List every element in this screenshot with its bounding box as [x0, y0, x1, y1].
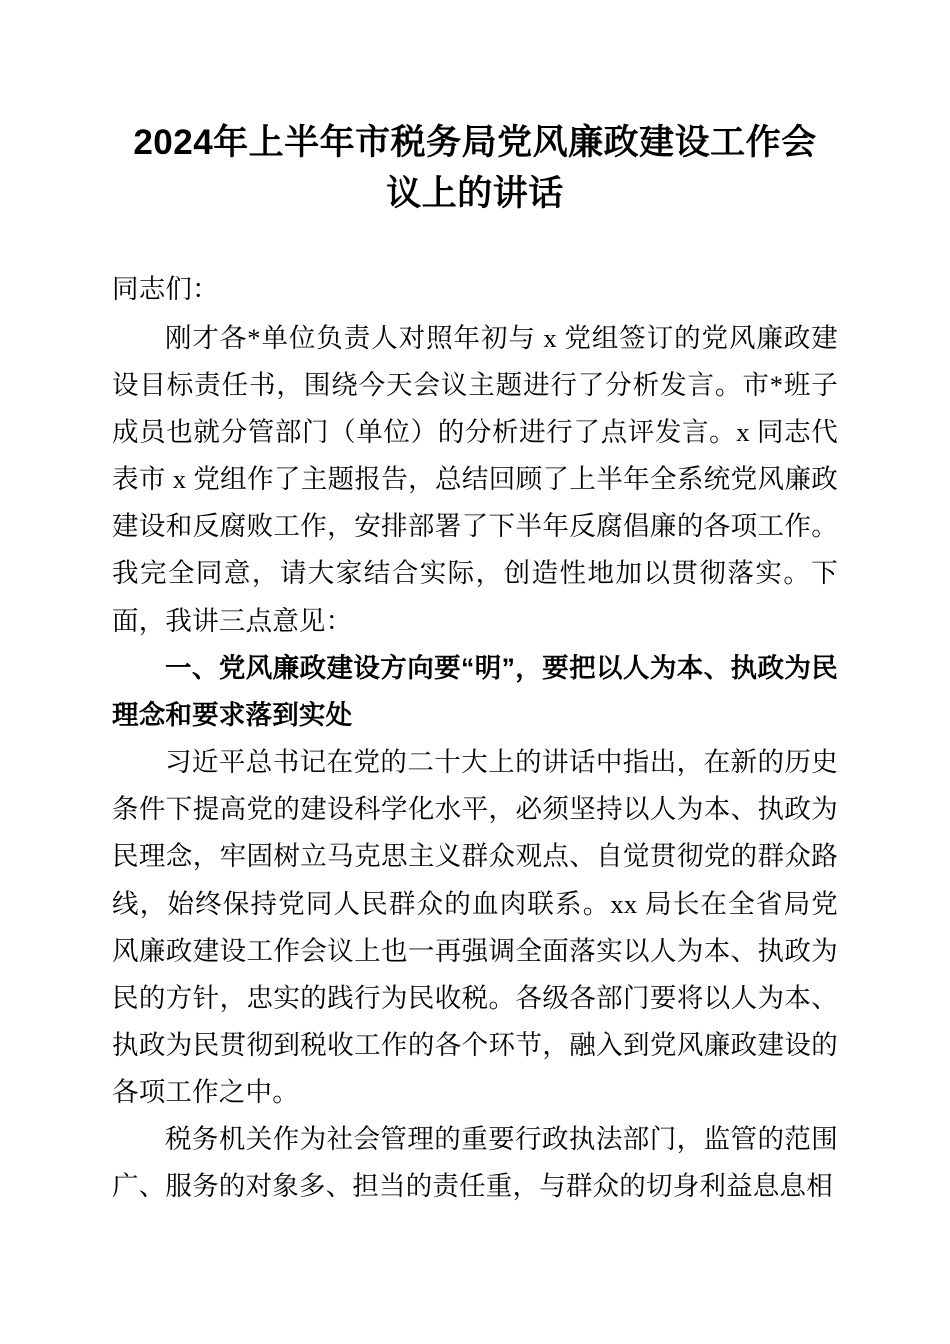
salutation: 同志们： [112, 273, 219, 304]
paragraph-3: 税务机关作为社会管理的重要行政执法部门，监管的范围广、服务的对象多、担当的责任重，与群众的切身利益息息相 [112, 1124, 838, 1202]
paragraph-2: 习近平总书记在党的二十大上的讲话中指出，在新的历史条件下提高党的建设科学化水平，必须坚持以人为本、执政为民理念，牢固树立马克思主义群众观点、自觉贯彻党的群众路线，始终保持党同人民群众的血肉联系。xx 局长在全省局党风廉政建设工作会议上也一再强调全面落实以人为本、执政为民的方针，忠实的践行为民收税。各级各部门要将以人为本、执政为民贯彻到税收工作的各个环节，融入到党风廉政建设的各项工作之中。 [112, 747, 838, 1108]
section-heading-1: 一、党风廉政建设方向要“明”，要把以人为本、执政为民理念和要求落到实处 [112, 652, 838, 730]
page-title: 2024年上半年市税务局党风廉政建设工作会议上的讲话 [133, 123, 817, 213]
paragraph-1: 刚才各*单位负责人对照年初与 x 党组签订的党风廉政建设目标责任书，围绕今天会议主题进行了分析发言。市*班子成员也就分管部门（单位）的分析进行了点评发言。x 同志代表市 x 党组作了主题报告，总结回顾了上半年全系统党风廉政建设和反腐败工作，安排部署了下半年反腐倡廉的各项工作。我完全同意，请大家结合实际，创造性地加以贯彻落实。下面，我讲三点意见： [112, 322, 838, 636]
